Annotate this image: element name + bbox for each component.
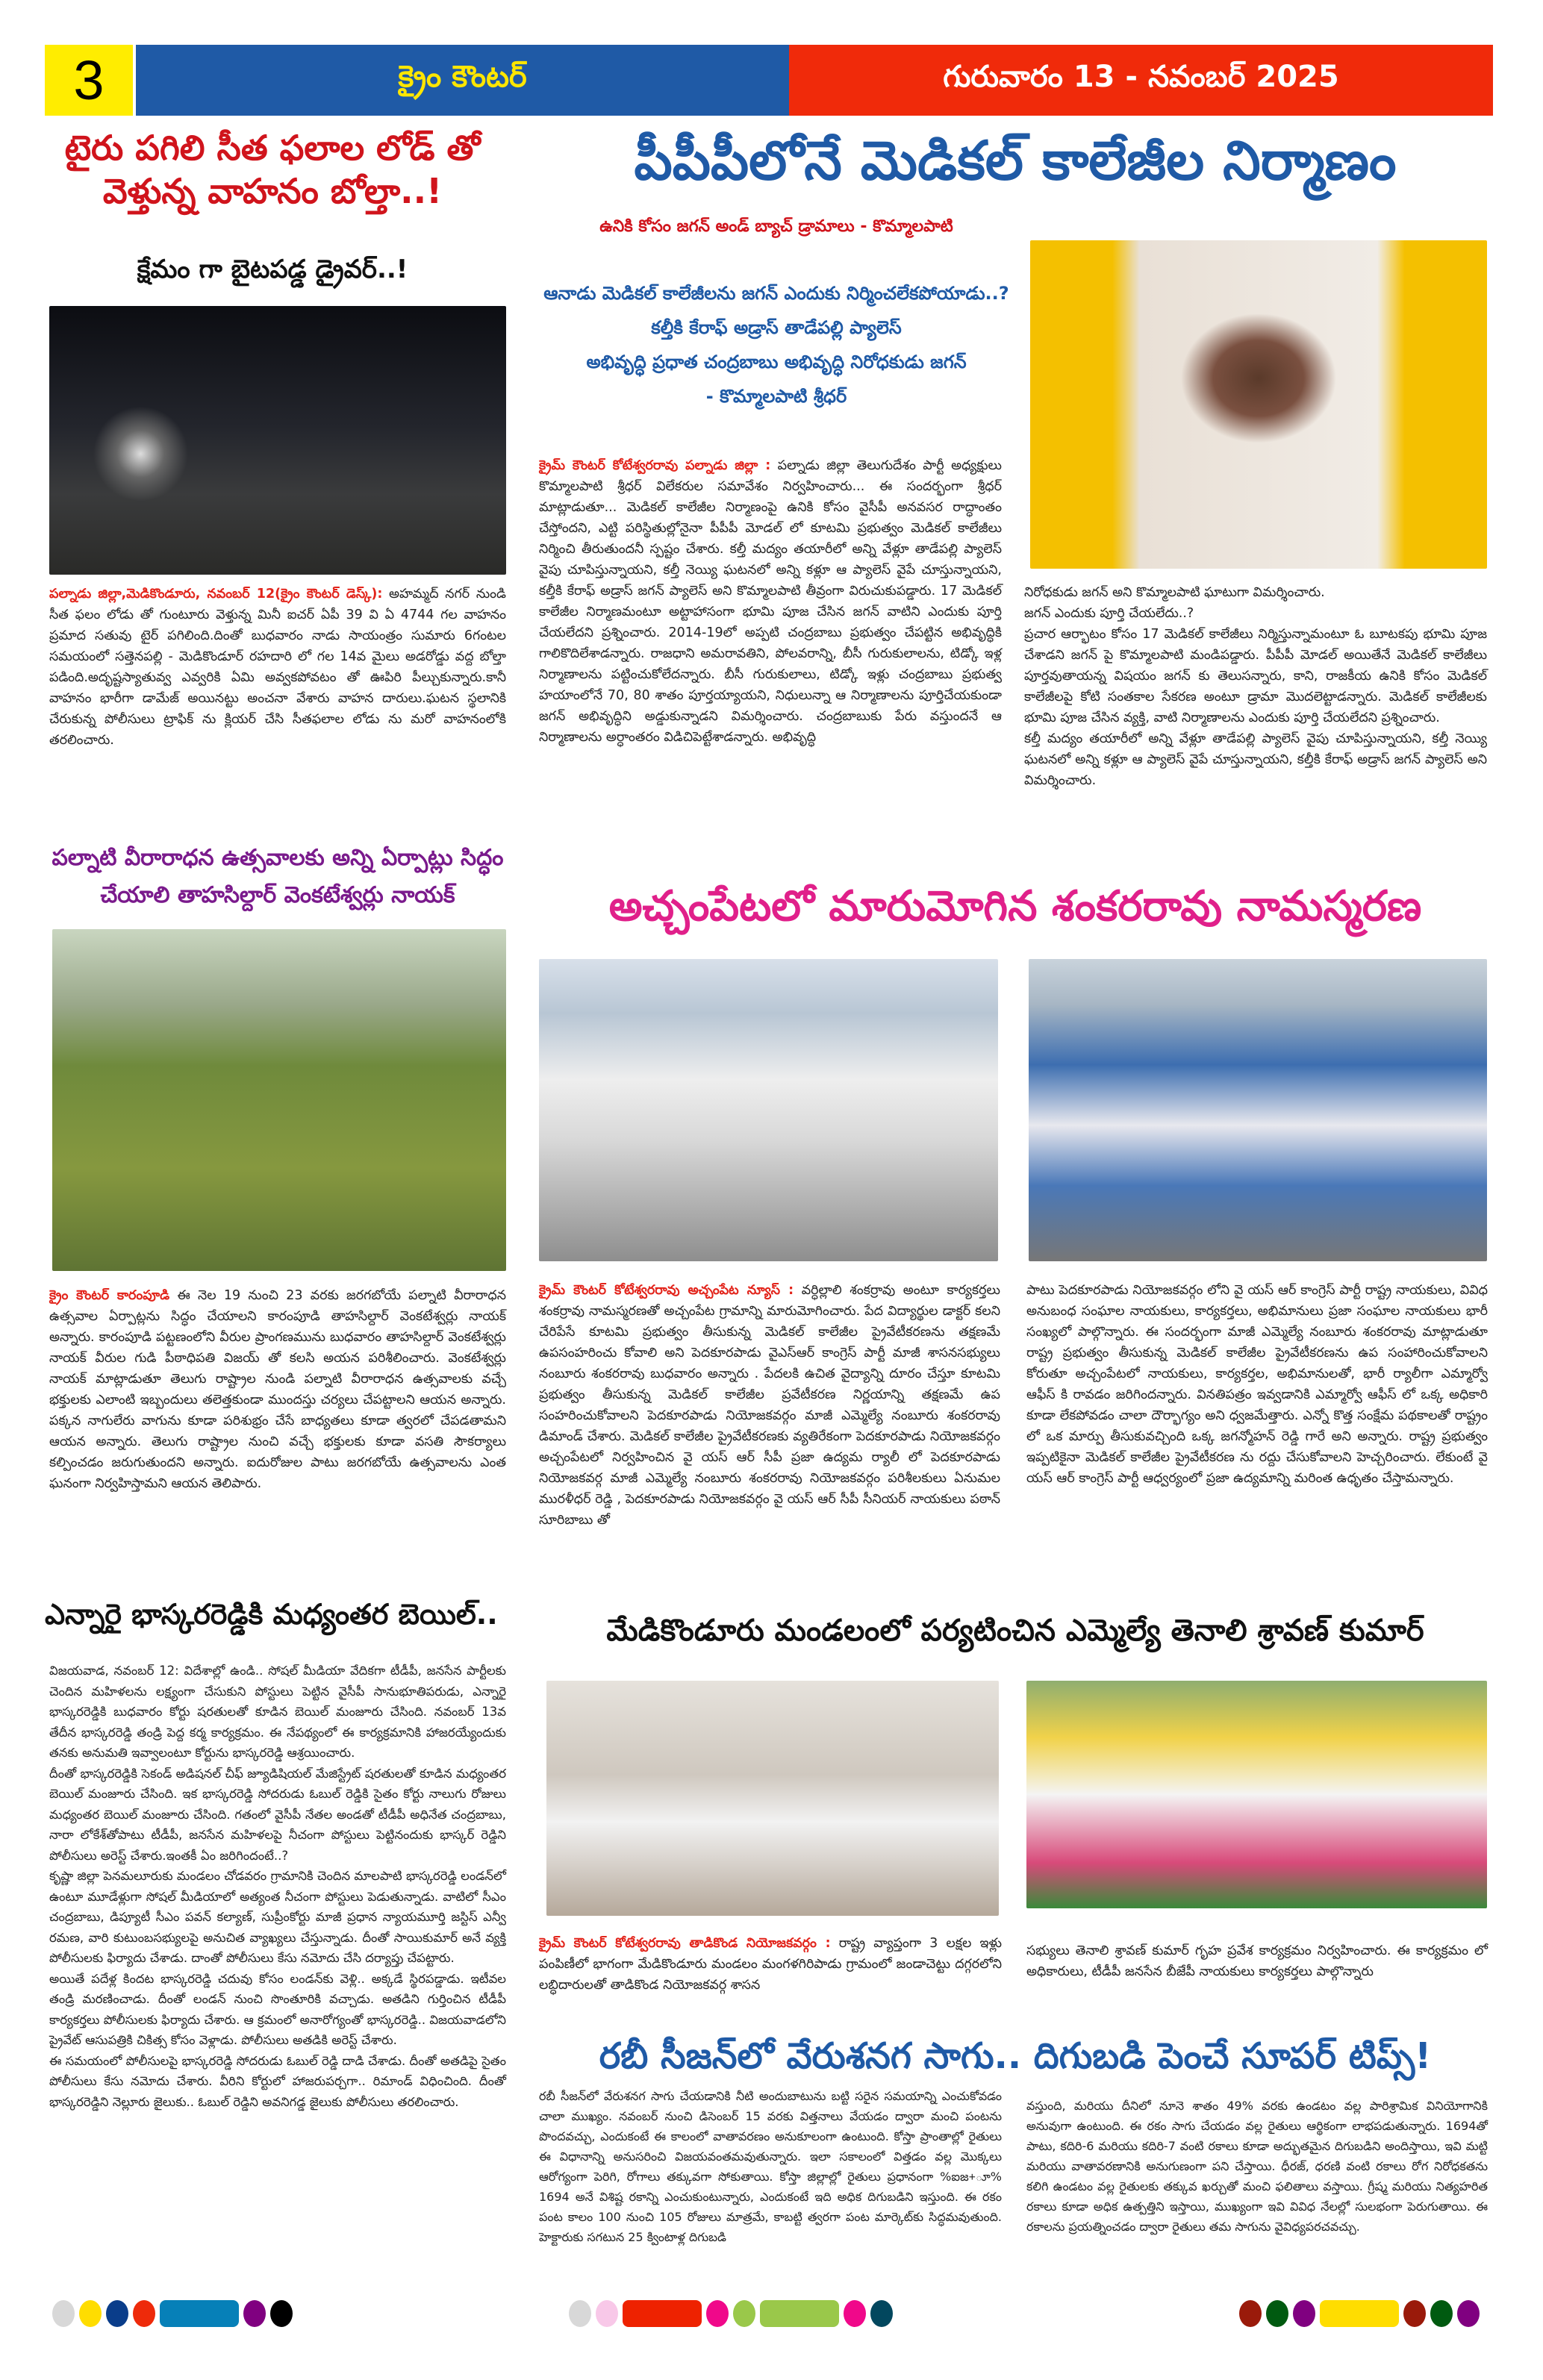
paragraph: విజయవాడ, నవంబర్ 12: విదేశాల్లో ఉండి.. సోషల్ మీడియా వేదికగా టీడీపీ, జనసేన పార్టీలకు చెందిన మహిళలను లక్ష్యంగా చేసుకుని పోస్టులు పెట్టిన వైసీపీ సానుభూతిపరుడు, ఎన్నారై భాస్కరరెడ్డికి బుధవారం కోర్టు షరతులతో కూడిన బెయిల్ మంజూరు చేసింది. నవంబర్ 13వ తేదీన భాస్కరరెడ్డి తండ్రి పెద్ద కర్మ కార్యక్రమం. ఈ నేపథ్యంలో ఈ కార్యక్రమానికి హాజరయ్యేందుకు తనకు అనుమతి ఇవ్వాలంటూ కోర్టును భాస్కరరెడ్డి ఆశ్రయించారు. — [49, 1664, 506, 1760]
story5-text: రాష్ట్ర వ్యాప్తంగా 3 లక్షల ఇళ్లు పంపిణీలో భాగంగా మేడికొండూరు మండలం మంగళగిరిపాడు గ్రామంలో జండాచెట్టు దగ్గరలోని లబ్ధిదారులతో తాడికొండ నియోజకవర్గ శాసన — [539, 1936, 1002, 1993]
paragraph: ప్రచార ఆర్భాటం కోసం 17 మెడికల్ కాలేజీలు నిర్మిస్తున్నామంటూ ఓ బూటకపు భూమి పూజ చేశాడని జగన్ పై కొమ్మాలపాటి మండిపడ్డారు. పీపీపీ మోడల్ అయితేనే మెడికల్ కాలేజీలు పూర్తవుతాయన్న విషయం జగన్ కు తెలుసన్నారు, కాని, రాజకీయ ఉనికి కోసం మెడికల్ కాలేజీలపై కోటి సంతకాల సేకరణ అంటూ డ్రామా మొదలెట్టాడన్నారు. మెడికల్ కాలేజీలకు భూమి పూజ చేసిన వ్యక్తి, వాటి నిర్మాణాలను ఎందుకు పూర్తి చేయలేదని ప్రశ్నించారు. — [1024, 627, 1487, 725]
story4-body-right: పాటు పెదకూరపాడు నియోజకవర్గం లోని వై యస్ ఆర్ కాంగ్రెస్ పార్టీ రాష్ట్ర నాయకులు, వివిధ అనుబంధ సంఘాల నాయకులు, కార్యకర్తలు, అభిమానులు ప్రజా సంఘాల నాయకులు భారీ సంఖ్యలో పాల్గొన్నారు. ఈ సందర్భంగా మాజీ ఎమ్మెల్యే నంబూరు శంకరరావు మాట్లాడుతూ రాష్ట్ర ప్రభుత్వం తీసుకున్న మెడికల్ కాలేజీల ప్రైవేటీకరణను ఉప సంహారించుకోవాలని కోరుతూ అచ్చంపేటలో నాయకులు, కార్యకర్తల, అభిమానులతో, భారీ ర్యాలీగా ఎమ్మార్వో ఆఫీస్ కి రావడం జరిగిందన్నారు. వినతిపత్రం ఇవ్వడానికి ఎమ్మార్వో ఆఫీస్ లో ఒక్క అధికారి కూడా లేకపోవడం చాలా దౌర్భాగ్యం అని ధ్వజమేత్తారు. ఎన్నో కొత్త సంక్షేమ పథకాలతో రాష్ట్రం లో ఒక మార్పు తీసుకువచ్చింది ఒక్క జగన్మోహన్ రెడ్డి గారే అని అన్నారు. రాష్ట్ర ప్రభుత్వం ఇప్పటికైనా మెడికల్ కాలేజీల ప్రైవేటీకరణ ను రద్దు చేసుకోవాలని హెచ్చరించారు. లేకుంటే వై యస్ ఆర్ కాంగ్రెస్ పార్టీ ఆధ్వర్యంలో ప్రజా ఉద్యమాన్ని మరింత ఉధృతం చేస్తామన్నారు. — [1026, 1283, 1488, 1486]
story2-headline: పల్నాటి వీరారాధన ఉత్సవాలకు అన్ని ఏర్పాట్లు సిద్ధం చేయాలి తాహసిల్దార్ వెంకటేశ్వర్లు నాయక్ — [52, 845, 504, 908]
color-swatch — [270, 2300, 293, 2327]
story2-body — [49, 1285, 506, 1494]
color-swatch — [569, 2300, 591, 2327]
deck-line: ఆనాడు మెడికల్ కాలేజీలను జగన్ ఎందుకు నిర్మించలేకపోయాడు..? — [543, 283, 1009, 304]
story1-headline: టైరు పగిలి సీత ఫలాల లోడ్ తో వెళ్తున్న వాహనం బోల్తా..! — [64, 128, 481, 211]
story2-byline: క్రైం కౌంటర్ కారంపూడి — [49, 1288, 170, 1303]
color-strip-right — [1239, 2300, 1480, 2327]
color-swatch — [52, 2300, 75, 2327]
paragraph: ఈ సమయంలో పోలీసులపై భాస్కరరెడ్డి సోదరుడు ఓబుల్ రెడ్డి దాడి చేశాడు. దీంతో అతడిపై సైతం పోలీసులు కేసు నమోదు చేశారు. వీరిని కోర్టులో హాజరుపర్చగా.. రిమాండ్ విధించింది. దీంతో భాస్కరరెడ్డిని నెల్లూరు జైలుకు.. ఓబుల్ రెడ్డిని అవనిగడ్డ జైలుకు పోలీసులు తరలించారు. — [49, 2053, 506, 2109]
event-stage-photo — [1026, 1681, 1487, 1908]
paragraph: జగన్ ఎందుకు పూర్తి చేయలేదు..? — [1024, 606, 1194, 621]
paragraph: దీంతో భాస్కరరెడ్డికి సెకండ్ అడిషనల్ చీఫ్ జ్యూడిషియల్ మేజిస్ట్రేట్ షరతులతో కూడిన మధ్యంతర బెయిల్ మంజూరు చేసింది. ఇక భాస్కరరెడ్డి సోదరుడు ఓబుల్ రెడ్డికి సైతం కోర్టు నాలుగు రోజులు మధ్యంతర బెయిల్ మంజూరు చేసింది. గతంలో వైసీపీ నేతల అండతో టీడీపీ అధినేత చంద్రబాబు, నారా లోకేశ్‌తోపాటు టీడీపీ, జనసేన మహిళలపై నీచంగా పోస్టులు పెట్టినందుకు భాస్కర్ రెడ్డిని పోలీసులు అరెస్ట్ చేశారు.ఇంతకీ ఏం జరిగిందంటే..? — [49, 1766, 507, 1863]
color-swatch — [760, 2300, 839, 2327]
color-swatch — [243, 2300, 266, 2327]
color-swatch — [733, 2300, 755, 2327]
story1-text: అహమ్మద్ నగర్ నుండి సీత ఫలం లోడు తో గుంటూరు వెళ్తున్న మినీ ఐచర్ ఏపీ 39 వి ఏ 4744 గల వాహనం ప్రమాద సతువు టైర్ పగిలింది.దింతో బుధవారం నాడు సాయంత్రం సుమారు 6గంటల సమయంలో సత్తెనపల్లి - మెడికొండూర్ రహదారి లో గల 14వ మైలు అడరోడ్డు వద్ద బోల్తా పడింది.అదృష్టస్యాతువ్వ ఎవ్వరికి ఏమి అవ్వకపోవటం తో ఊపిరి పీల్చుకున్నారు.కానీ వాహనం భారీగా డామేజ్ అయినట్టు అంచనా వేశారు వాహన దారులు.ఘటన స్థలానికి చేరుకున్న పోలీసులు ట్రాఫిక్ ను క్లియర్ చేసి సీతఫలాల లోడు ను మరో వాహనంలోకి తరలించారు. — [49, 587, 506, 748]
color-swatch — [1266, 2300, 1288, 2327]
leader-portrait-photo — [1030, 240, 1487, 569]
story5-byline: క్రైమ్ కౌంటర్ కోటేశ్వరరావు తాడికొండ నియోజకవర్గం : — [539, 1936, 831, 1951]
story4-byline: క్రైమ్ కౌంటర్ కోటేశ్వరరావు అచ్చంపేట న్యూస్ : — [539, 1283, 794, 1298]
issue-date: గురువారం 13 - నవంబర్ 2025 — [789, 45, 1493, 116]
story1-body — [49, 584, 506, 751]
paragraph: అయితే పదేళ్ల కిందట భాస్కరరెడ్డి చదువు కోసం లండన్‌కు వెళ్లి.. అక్కడే స్థిరపడ్డాడు. ఇటీవల తండ్రి మరణించాడు. దీంతో లండన్ నుంచి సొంతూరికి వచ్చాడు. అతడిని గుర్తించిన టీడీపీ కార్యకర్తలు పోలీసులకు ఫిర్యాదు చేశారు. ఆ క్రమంలో అనారోగ్యంతో భాస్కరరెడ్డి.. విజయవాడలోని ప్రైవేట్ ఆసుపత్రికి చికిత్స కోసం వెళ్లాడు. పోలీసులు అతడికి అరెస్ట్ చేశారు. — [49, 1971, 506, 2047]
section-title: క్రైం కౌంటర్ — [136, 45, 789, 116]
griha-pravesam-photo — [546, 1681, 999, 1916]
color-swatch — [1239, 2300, 1262, 2327]
paragraph: కృష్ణా జిల్లా పెనమలూరుకు మండలం చోడవరం గ్రామానికి చెందిన మాలపాటి భాస్కరరెడ్డి లండన్‌లో ఉంటూ మూడేళ్లుగా సోషల్ మీడియాలో అత్యంత నీచంగా పోస్టులు పెడుతున్నాడు. వాటిలో సీఎం చంద్రబాబు, డిప్యూటీ సీఎం పవన్ కల్యాణ్, సుప్రీంకోర్టు మాజీ ప్రధాన న్యాయమూర్తి జస్టిస్ ఎన్వీ రమణ, వారి కుటుంబసభ్యులపై అనుచిత వ్యాఖ్యలు చేస్తున్నాడు. దీంతో సాయికుమార్ అనే వ్యక్తి పోలీసులకు ఫిర్యాదు చేశాడు. దాంతో పోలీసులు కేసు నమోదు చేసి దర్యాప్తు చేపట్టారు. — [49, 1869, 506, 1965]
lead-text: పల్నాడు జిల్లా తెలుగుదేశం పార్టీ అధ్యక్షులు కొమ్మాలపాటి శ్రీధర్ విలేకరుల సమావేశం నిర్వహించారు... ఈ సందర్భంగా శ్రీధర్ మాట్లాడుతూ... మెడికల్ కాలేజీల నిర్మాణంపై ఉనికి కోసం వైసీపీ అనవసర రాద్ధాంతం చేస్తోందని, ఎట్టి పరిస్థితుల్లోనైనా పీపీపీ మోడల్ లో కూటమి ప్రభుత్వం మెడికల్ కాలేజీలు నిర్మించి తీరుతుందనీ స్పష్టం చేశారు. కల్తీ మద్యం తయారీలో అన్ని వేళ్లూ తాడేపల్లి ప్యాలెస్ వైపు చూపిస్తున్నాయని, కల్తీ నెయ్యి ఘటనలో అన్ని కళ్లూ ఆ ప్యాలెస్ వైపే చూస్తున్నాయని, కల్తీకి కేరాఫ్ అడ్రాస్ జగన్ ప్యాలెస్ అని కొమ్మాలపాటి తీవ్రంగా విరుచుకుపడ్డారు. 17 మెడికల్ కాలేజీల నిర్మాణమంటూ అట్టాహాసంగా భూమి పూజ చేసిన జగన్ వాటిని ఎందుకు పూర్తి చేయలేదని ప్రశ్నించారు. 2014-19లో అప్పటి చంద్రబాబు ప్రభుత్వం చేపట్టిన అభివృద్ధికి గాలికొదిలేశాడన్నారు. రాజధాని అమరావతిని, పోలవరాన్ని, బీసీ గురుకులాలను, టిడ్కో ఇళ్ల నిర్మాణాలను పట్టించుకోలేదన్నారు. బీసీ గురుకులాలు, టిడ్కో ఇళ్లు చంద్రబాబు ప్రభుత్వ హయాంలోనే 70, 80 శాతం పూర్తయ్యాయని, నిధులున్నా ఆ నిర్మాణాలను పూర్తిచేయకుండా జగన్ అభివృద్ధిని అడ్డుకున్నాడని విమర్శించారు. చంద్రబాబుకు పేరు వస్తుందనే ఆ నిర్మాణాలను అర్ధాంతరం విడిచిపెట్టేశాడన్నారు. అభివృద్ధి — [539, 458, 1002, 745]
color-swatch — [1320, 2300, 1399, 2327]
color-swatch — [133, 2300, 155, 2327]
deck-line: కల్తీకి కేరాఫ్ అడ్రాస్ తాడేపల్లి ప్యాలెస్ — [651, 317, 902, 338]
deck-line: - కొమ్మాలపాటి శ్రీధర్ — [705, 386, 847, 407]
story6-headline: రబీ సీజన్‌లో వేరుశనగ సాగు.. దిగుబడి పెంచే సూపర్ టిప్స్! — [599, 2035, 1432, 2077]
deck-line: అభివృద్ధి ప్రధాత చంద్రబాబు అభివృద్ధి నిరోధకుడు జగన్ — [586, 352, 967, 372]
story3-body — [49, 1661, 506, 2112]
color-swatch — [1430, 2300, 1453, 2327]
story6-body-right: వస్తుంది, మరియు దీనిలో నూనె శాతం 49% వరకు ఉండటం వల్ల పారిశ్రామిక వినియోగానికి అనువుగా ఉంటుంది. ఈ రకం సాగు చేయడం వల్ల రైతులు ఆర్థికంగా లాభపడుతున్నారు. 1694తో పాటు, కదిరి-6 మరియు కదిరి-7 వంటి రకాలు కూడా అద్భుతమైన దిగుబడిని అందిస్తాయి, ఇవి మట్టి మరియు వాతావరణానికి అనుగుణంగా పని చేస్తాయి. ధీరజ్, ధరణి వంటి రకాలు రోగ నిరోధకతను కలిగి ఉండటం వల్ల రైతులకు తక్కువ ఖర్చుతో మంచి ఫలితాలు వస్తాయి. గ్రీష్మ మరియు నిత్యహరిత రకాలు కూడా అధిక ఉత్పత్తిని ఇస్తాయి, ముఖ్యంగా ఇవి వివిధ నేలల్లో సులభంగా పెరుగుతాయి. ఈ రకాలను ప్రయత్నించడం ద్వారా రైతులు తమ సాగును వైవిధ్యపరచవచ్చు. — [1026, 2099, 1488, 2234]
color-swatch — [870, 2300, 893, 2327]
lead-byline: క్రైమ్ కౌంటర్ కోటేశ్వరరావు పల్నాడు జిల్లా : — [539, 458, 771, 473]
color-swatch — [106, 2300, 128, 2327]
lead-headline: పీపీపీలోనే మెడికల్ కాలేజీల నిర్మాణం — [634, 129, 1397, 192]
accident-photo — [49, 306, 506, 575]
color-swatch — [596, 2300, 618, 2327]
paragraph: నిరోధకుడు జగన్ అని కొమ్మాలపాటి ఘాటుగా విమర్శించారు. — [1024, 585, 1325, 600]
paragraph: కల్తీ మద్యం తయారీలో అన్ని వేళ్లూ తాడేపల్లి ప్యాలెస్ వైపు చూపిస్తున్నాయని, కల్తీ నెయ్యి ఘటనలో అన్ని కళ్లూ ఆ ప్యాలెస్ వైపే చూస్తున్నాయని, కల్తీకి కేరాఫ్ అడ్రాస్ జగన్ ప్యాలెస్ అని విమర్శించారు. — [1024, 731, 1487, 788]
story4-text: వర్ధిల్లాలి శంకర్రావు అంటూ కార్యకర్తలు శంకర్రావు నామస్మరణతో అచ్చంపేట గ్రామాన్ని మారుమోగించారు. పేద విద్యార్థుల డాక్టర్ కలని చేరిపేసే కూటమి ప్రభుత్వం తీసుకున్న మెడికల్ కాలేజీల ప్రైవేటీకరణను తక్షణమే ఉపసంహరించు కోవాలి అని పెదకూరపాడు వైఎస్ఆర్ కాంగ్రెస్ పార్టీ మాజీ శాసనసభ్యులు నంబూరు శంకరరావు బుధవారం అన్నారు . పేదలకి ఉచిత వైద్యాన్ని దూరం చేస్తూ కూటమి ప్రభుత్వం తీసుకున్న మెడికల్ కాలేజీల ప్రవేటీకరణ నిర్ణయాన్ని తక్షణమే ఉప సంహరించుకోవాలని పెదకూరపాడు నియోజకవర్గం మాజీ ఎమ్మెల్యే నంబూరు శంకరరావు డిమాండ్ చేశారు. మెడికల్ కాలేజీల ప్రైవేటీకరణకు వ్యతిరేకంగా పెదకూరపాడు నియోజకవర్గం అచ్చంపేటలో నిర్వహించిన వై యస్ ఆర్ సీపీ ప్రజా ఉద్యమ ర్యాలీ లో పెదకూరపాడు నియోజకవర్గ మాజీ ఎమ్మెల్యే నంబూరు శంకరరావు నియోజకవర్గం పరిశీలకులు ఏనుమల మురళీధర్ రెడ్డి , పెదకూరపాడు నియోజకవర్గం వై యస్ ఆర్ సీపీ సీనియర్ నాయకులు పఠాన్ సూరిబాబు తో — [539, 1283, 1000, 1528]
lead-body-left — [539, 455, 1002, 748]
story4-body-left — [539, 1280, 1000, 1531]
story3-headline: ఎన్నారై భాస్కరరెడ్డికి మధ్యంతర బెయిల్.. — [45, 1598, 498, 1631]
story1-byline: పల్నాడు జిల్లా,మెడికొండూరు, నవంబర్ 12(క్రైం కౌంటర్ డెస్క్): — [49, 587, 383, 602]
color-swatch — [1293, 2300, 1315, 2327]
color-swatch — [1403, 2300, 1426, 2327]
color-swatch — [79, 2300, 102, 2327]
lead-decks — [537, 276, 1015, 413]
story5-headline: మేడికొండూరు మండలంలో పర్యటించిన ఎమ్మెల్యే తెనాలి శ్రావణ్ కుమార్ — [606, 1614, 1424, 1648]
color-swatch — [160, 2300, 239, 2327]
rally-photo-crowd — [1029, 959, 1487, 1261]
story2-text: ఈ నెల 19 నుంచి 23 వరకు జరగబోయే పల్నాటి వీరారాధన ఉత్సవాల ఏర్పాట్లను సిద్ధం చేయాలని కారంపూడి తాహసిల్దార్ వెంకటేశ్వర్లు నాయక్ అన్నారు. కారంపూడి పట్టణంలోని వీరుల ప్రాంగణమును బుధవారం తాహసిల్దార్ వెంకటేశ్వర్లు నాయక్ వీరుల గుడి పీఠాధిపతి విజయ్ తో కలసి అయన పరిశీలించారు. వెంకటేశ్వర్లు నాయక్ మాట్లాడుతూ తెలుగు రాష్ట్రాల నుండి పల్నాటి వీరారాధన ఉత్సవాలకు వచ్చే భక్తులకు ఎలాంటి ఇబ్బందులు తలెత్తకుండా ముందస్తు చర్యలు చేపట్టాలని ఆయన అన్నారు. పక్కన నాగులేరు వాగును కూడా పరిశుభ్రం చేసే బాధ్యతలు కూడా త్వరలో చేపడతామని ఆయన అన్నారు. తెలుగు రాష్ట్రాల నుంచి వచ్చే భక్తులకు కూడా వసతి సౌకర్యాలు కల్పించడం జరుగుతుందని అన్నారు. ఐదురోజుల పాటు జరగబోయే ఉత్సవాలను ఎంత ఘనంగా నిర్వహిస్తామని ఆయన తెలిపారు. — [49, 1288, 506, 1491]
tahsildar-photo — [52, 929, 506, 1271]
story1-subhead: క్షేమం గా బైటపడ్డ డ్రైవర్..! — [137, 254, 408, 284]
story5-body-right: సభ్యులు తెనాలి శ్రావణ్ కుమార్ గృహ ప్రవేశ కార్యక్రమం నిర్వహించారు. ఈ కార్యక్రమం లో అధికారులు, టీడీపీ జనసేన బీజేపీ నాయకులు కార్యకర్తలు పాల్గొన్నారు — [1026, 1943, 1488, 1979]
story6-body-left: రబీ సీజన్‌లో వేరుశనగ సాగు చేయడానికి నీటి అందుబాటును బట్టి సరైన సమయాన్ని ఎంచుకోవడం చాలా ముఖ్యం. నవంబర్ నుంచి డిసెంబర్ 15 వరకు విత్తనాలు వేయడం ద్వారా మంచి పంటను పొందవచ్చు, ఎందుకంటే ఈ కాలంలో వాతావరణం అనుకూలంగా ఉంటుంది. కోస్తా ప్రాంతాల్లో రైతులు ఈ విధానాన్ని అనుసరించి విజయవంతమవుతున్నారు. ఇలా సకాలంలో విత్తడం వల్ల మొక్కలు ఆరోగ్యంగా పెరిగి, రోగాలు తక్కువగా సోకుతాయి. కోస్తా జిల్లాల్లో రైతులు ప్రధానంగా %ఐజ+ూ% 1694 అనే విశిష్ట రకాన్ని ఎంచుకుంటున్నారు, ఎందుకంటే ఇది అధిక దిగుబడిని ఇస్తుంది. ఈ రకం పంట కాలం 100 నుంచి 105 రోజులు మాత్రమే, కాబట్టి త్వరగా పంట మార్కెట్‌కు సిద్ధమవుతుంది. హెక్టారుకు సగటున 25 క్వింటాళ్ల దిగుబడి — [539, 2089, 1002, 2244]
page-number: 3 — [45, 45, 133, 116]
story5-body-left — [539, 1933, 1002, 1996]
color-strip-left — [52, 2300, 293, 2327]
color-strip-center — [569, 2300, 893, 2327]
color-swatch — [844, 2300, 866, 2327]
lead-kicker: ఉనికి కోసం జగన్ అండ్ బ్యాచ్ డ్రామాలు - కొమ్మాలపాటి — [599, 217, 953, 236]
lead-body-right — [1024, 582, 1487, 791]
story4-headline: అచ్చంపేటలో మారుమోగిన శంకరరావు నామస్మరణ — [608, 882, 1422, 931]
rally-photo-leaders — [539, 959, 998, 1261]
color-swatch — [706, 2300, 729, 2327]
color-swatch — [623, 2300, 702, 2327]
color-swatch — [1457, 2300, 1480, 2327]
